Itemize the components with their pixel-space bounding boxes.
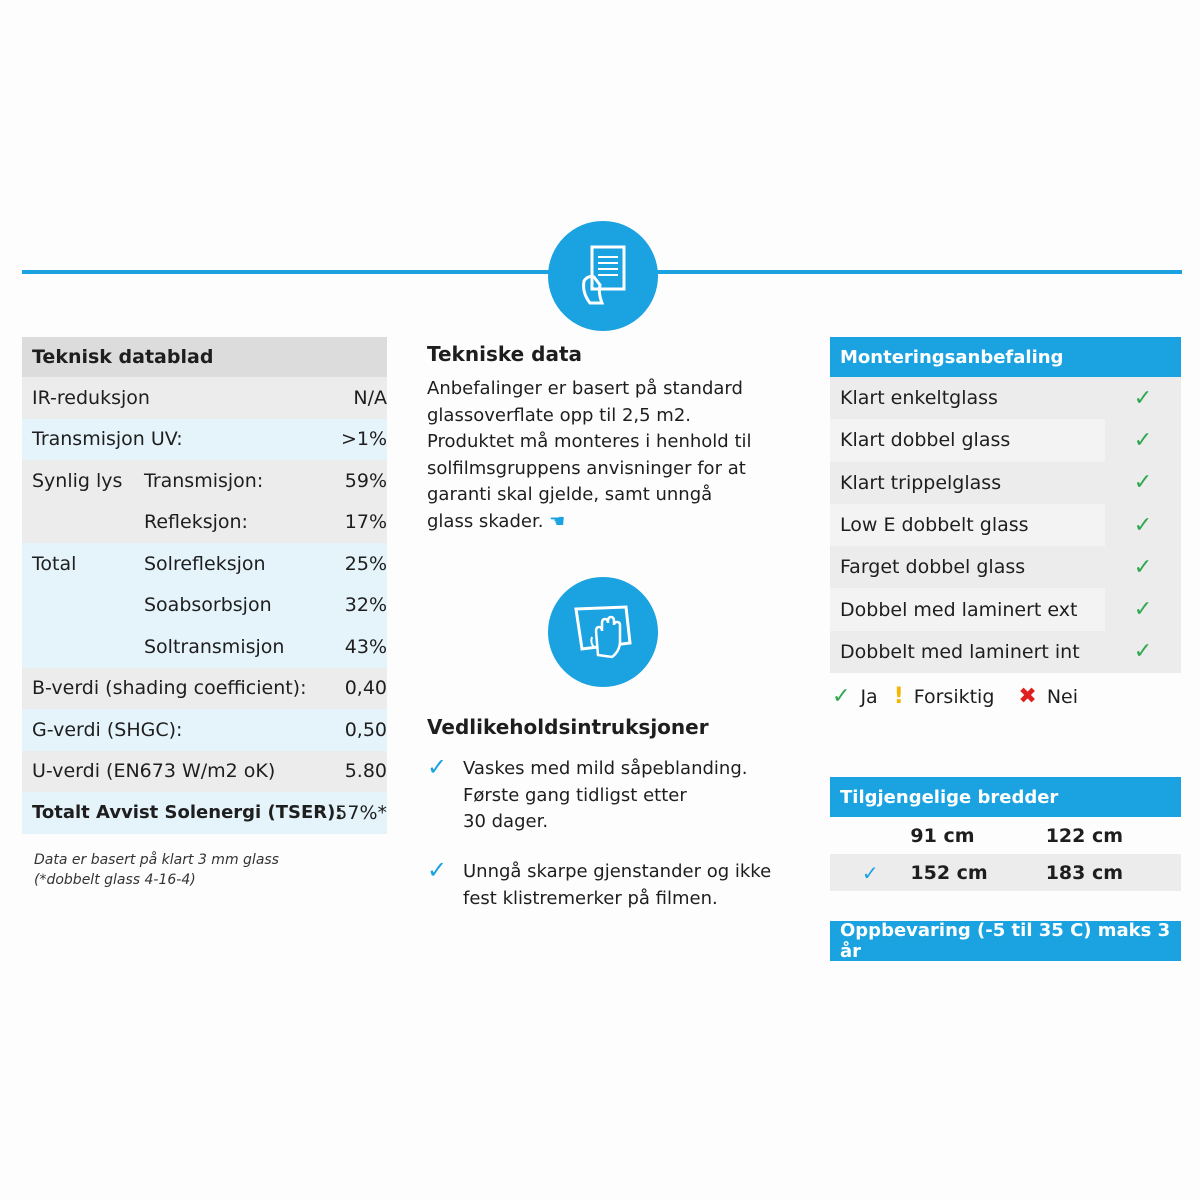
datasheet-heading: Teknisk datablad — [32, 346, 214, 368]
check-icon: ✓ — [427, 856, 448, 884]
warning-icon: ! — [893, 684, 904, 709]
mounting-label: Dobbel med laminert ext — [830, 588, 1105, 630]
datasheet-note — [34, 850, 279, 890]
row-group: Total — [32, 552, 77, 575]
row-group: Synlig lys — [32, 469, 123, 492]
note-line: (*dobbelt glass 4-16-4) — [34, 872, 196, 888]
widths-row — [830, 817, 1181, 854]
row-value: 0,40 — [344, 677, 387, 700]
legend-no: Nei — [1046, 685, 1079, 708]
mounting-row — [830, 377, 1181, 419]
width-value: 152 cm — [910, 861, 988, 884]
mounting-label: Farget dobbel glass — [830, 546, 1105, 588]
row-value: 17% — [344, 511, 387, 534]
mounting-label: Dobbelt med laminert int — [830, 631, 1105, 673]
check-icon: ✓ — [1105, 462, 1181, 504]
table-row — [22, 419, 387, 461]
row-label: Soabsorbsjon — [144, 594, 272, 617]
datasheet-table — [22, 337, 387, 834]
row-value: 59% — [344, 469, 387, 492]
check-icon: ✓ — [1105, 588, 1181, 630]
row-value: >1% — [340, 428, 387, 451]
row-value: 5.80 — [344, 760, 387, 783]
note-line: Data er basert på klart 3 mm glass — [34, 852, 279, 868]
tech-line: Anbefalinger er basert på standard — [427, 378, 743, 399]
row-label: Soltransmisjon — [144, 635, 285, 658]
tech-paragraph — [427, 376, 797, 535]
tech-data-section — [427, 342, 797, 535]
check-icon: ✓ — [1105, 419, 1181, 461]
maintenance-line: Vaskes med mild såpeblanding. — [463, 758, 748, 779]
table-row — [22, 709, 387, 751]
tech-line: glassoverflate opp til 2,5 m2. — [427, 404, 691, 426]
tech-line: glass skader. — [427, 510, 544, 532]
table-row — [22, 377, 387, 419]
mounting-row — [830, 588, 1181, 630]
row-label: Totalt Avvist Solenergi (TSER): — [32, 802, 343, 824]
row-value: 25% — [344, 552, 387, 575]
check-icon: ✓ — [832, 684, 851, 709]
check-icon: ✓ — [1105, 546, 1181, 588]
table-row — [22, 585, 387, 627]
maintenance-line: Første gang tidligst etter — [463, 784, 687, 806]
legend-yes: Ja — [860, 685, 878, 708]
tech-line: Produktet må monteres i henhold til — [427, 431, 752, 452]
table-row — [22, 792, 387, 834]
widths-heading: Tilgjengelige bredder — [830, 777, 1181, 817]
width-value: 183 cm — [1045, 861, 1124, 884]
mounting-label: Klart trippelglass — [830, 462, 1105, 504]
check-icon: ✓ — [427, 753, 448, 781]
mounting-heading: Monteringsanbefaling — [830, 337, 1181, 377]
widths-row — [830, 854, 1181, 891]
maintenance-item — [427, 856, 807, 912]
mounting-label: Klart dobbel glass — [830, 419, 1105, 461]
row-value: N/A — [353, 386, 387, 409]
mounting-table — [830, 337, 1181, 673]
mounting-row — [830, 546, 1181, 588]
pointer-icon: ☚ — [549, 510, 566, 532]
document-hand-icon — [568, 241, 638, 311]
row-value: 43% — [344, 635, 387, 658]
row-value: 0,50 — [344, 718, 387, 741]
row-label: U-verdi (EN673 W/m2 oK) — [32, 760, 276, 783]
row-label: B-verdi (shading coefficient): — [32, 677, 307, 700]
row-value: 32% — [344, 594, 387, 617]
width-value: 91 cm — [910, 824, 975, 847]
mounting-row — [830, 631, 1181, 673]
table-row — [22, 626, 387, 668]
mounting-label: Klart enkeltglass — [830, 377, 1105, 419]
table-row — [22, 668, 387, 710]
row-label: G-verdi (SHGC): — [32, 718, 183, 741]
document-icon-circle — [548, 221, 658, 331]
cleaning-hand-icon — [568, 597, 638, 667]
mounting-row — [830, 462, 1181, 504]
table-row — [22, 460, 387, 502]
mounting-row — [830, 504, 1181, 546]
maintenance-line: Unngå skarpe gjenstander og ikke — [463, 861, 772, 882]
check-icon: ✓ — [1105, 631, 1181, 673]
row-label: Transmisjon UV: — [32, 428, 183, 451]
row-label: Refleksjon: — [144, 511, 248, 534]
table-row — [22, 751, 387, 793]
mounting-label: Low E dobbelt glass — [830, 504, 1105, 546]
maintenance-line: fest klistremerker på filmen. — [463, 887, 718, 909]
mounting-legend — [832, 684, 1078, 709]
table-row — [22, 543, 387, 585]
row-label: Solrefleksjon — [144, 552, 266, 575]
check-icon: ✓ — [861, 860, 879, 885]
table-row — [22, 502, 387, 544]
row-label: Transmisjon: — [144, 469, 264, 492]
width-value: 122 cm — [1045, 824, 1124, 847]
tech-line: garanti skal gjelde, samt unngå — [427, 484, 713, 505]
maintenance-heading: Vedlikeholdsintruksjoner — [427, 715, 709, 739]
cleaning-icon-circle — [548, 577, 658, 687]
storage-box — [830, 921, 1181, 961]
check-icon: ✓ — [1105, 377, 1181, 419]
tech-heading: Tekniske data — [427, 342, 583, 366]
tech-line: solfilmsgruppens anvisninger for at — [427, 457, 746, 479]
maintenance-item — [427, 753, 807, 836]
datasheet-heading-row — [22, 337, 387, 377]
maintenance-line: 30 dager. — [463, 811, 549, 832]
widths-table — [830, 777, 1181, 891]
cross-icon: ✖ — [1018, 684, 1037, 709]
check-icon: ✓ — [1105, 504, 1181, 546]
legend-caution: Forsiktig — [913, 685, 995, 708]
mounting-row — [830, 419, 1181, 461]
row-value: 57%* — [335, 801, 387, 824]
row-label: IR-reduksjon — [32, 386, 150, 409]
storage-label: Oppbevaring (-5 til 35 C) maks 3 år — [830, 921, 1181, 961]
